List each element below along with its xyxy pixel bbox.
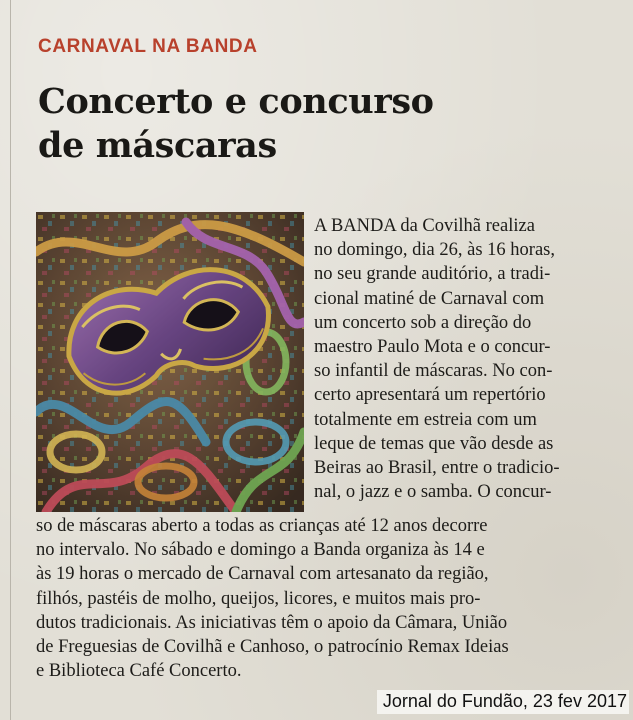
body-line: nal, o jazz e o samba. O concur- xyxy=(314,482,552,503)
body-line: no domingo, dia 26, às 16 horas, xyxy=(314,240,555,261)
body-line: de Freguesias de Covilhã e Canhoso, o patrocínio Remax Ideias xyxy=(36,637,509,658)
body-line: no intervalo. No sábado e domingo a Banda organiza às 14 e xyxy=(36,540,485,561)
body-line: totalmente em estreia com um xyxy=(314,409,537,430)
body-line: A BANDA da Covilhã realiza xyxy=(314,216,535,236)
body-line: leque de temas que vão desde as xyxy=(314,433,554,454)
body-line: certo apresentará um repertório xyxy=(314,385,546,406)
article-body-full-width xyxy=(36,514,616,683)
column-rule xyxy=(10,0,11,720)
body-line: às 19 horas o mercado de Carnaval com artesanato da região, xyxy=(36,564,489,585)
body-line: dutos tradicionais. As iniciativas têm o apoio da Câmara, União xyxy=(36,612,508,633)
body-line: so de máscaras aberto a todas as crianças até 12 anos decorre xyxy=(36,516,488,536)
article-body-column xyxy=(314,214,614,504)
source-credit-label: Jornal do Fundão, 23 fev 2017 xyxy=(377,690,629,714)
body-line: maestro Paulo Mota e o concur- xyxy=(314,337,551,358)
body-line: um concerto sob a direção do xyxy=(314,312,532,333)
body-line: e Biblioteca Café Concerto. xyxy=(36,661,242,682)
body-line: filhós, pastéis de molho, queijos, licores, e muitos mais pro- xyxy=(36,588,481,609)
headline-line-2: de máscaras xyxy=(38,125,277,166)
carnival-mask-photo xyxy=(36,212,304,512)
section-kicker: CARNAVAL NA BANDA xyxy=(38,36,258,57)
body-line: cional matiné de Carnaval com xyxy=(314,288,545,309)
headline-line-1: Concerto e concurso xyxy=(38,81,434,122)
body-line: Beiras ao Brasil, entre o tradicio- xyxy=(314,458,560,479)
body-line: so infantil de máscaras. No con- xyxy=(314,361,553,382)
body-line: no seu grande auditório, a tradi- xyxy=(314,264,551,285)
article-headline xyxy=(38,80,598,168)
